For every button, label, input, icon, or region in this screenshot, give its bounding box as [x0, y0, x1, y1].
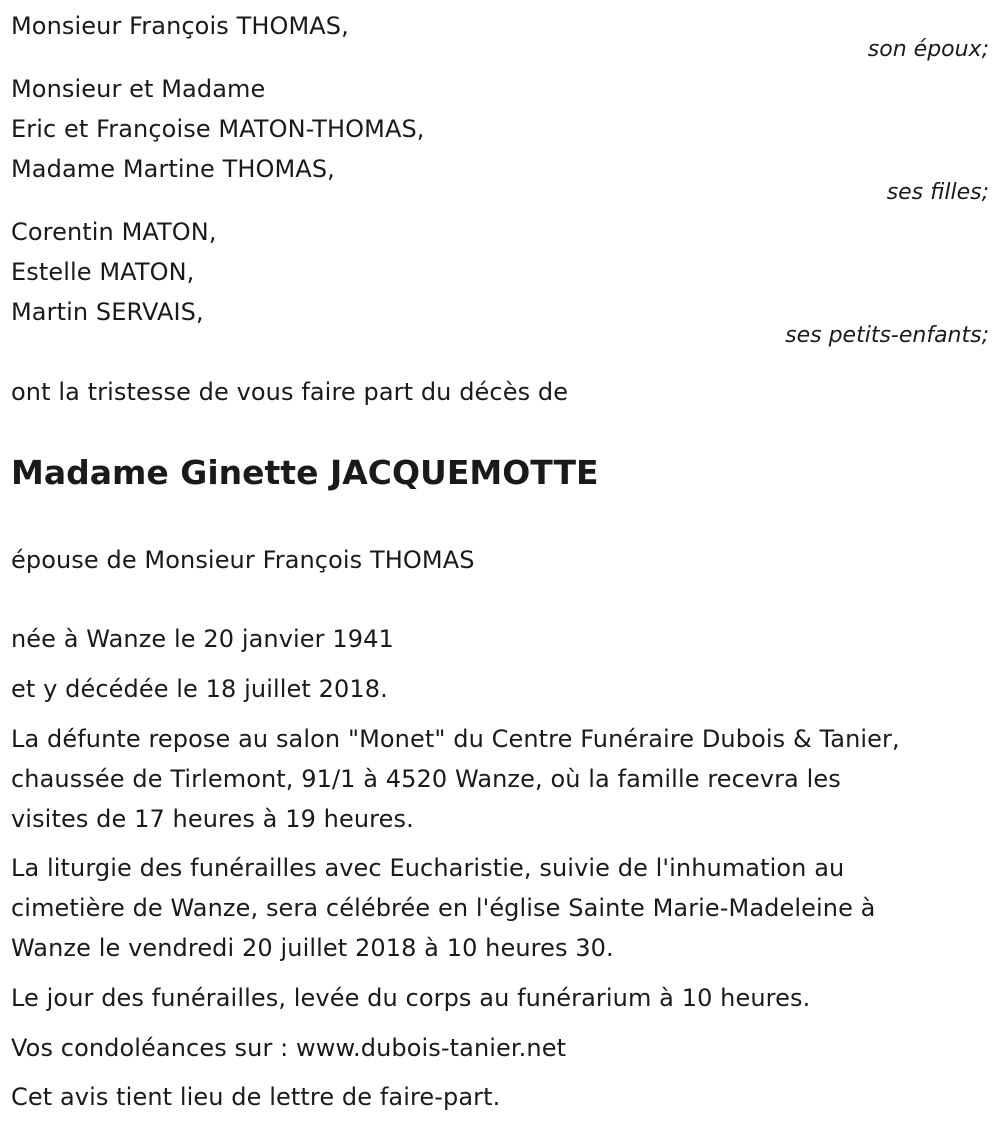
- condolences-text: Vos condoléances sur : www.dubois-tanier.net: [11, 1034, 567, 1062]
- grandchildren-role: ses petits-enfants;: [785, 323, 989, 348]
- viewing-line-1: La défunte repose au salon "Monet" du Centre Funéraire Dubois & Tanier,: [11, 725, 900, 753]
- daughters-line-3: Madame Martine THOMAS,: [11, 155, 335, 183]
- death-text: et y décédée le 18 juillet 2018.: [11, 675, 388, 703]
- spouse-of-text: épouse de Monsieur François THOMAS: [11, 546, 475, 574]
- birth-text: née à Wanze le 20 janvier 1941: [11, 625, 394, 653]
- daughters-role: ses filles;: [886, 180, 989, 205]
- viewing-line-3: visites de 17 heures à 19 heures.: [11, 805, 414, 833]
- funeral-day-text: Le jour des funérailles, levée du corps au funérarium à 10 heures.: [11, 984, 811, 1012]
- liturgy-line-2: cimetière de Wanze, sera célébrée en l'église Sainte Marie-Madeleine à: [11, 894, 876, 922]
- spouse-name: Monsieur François THOMAS,: [11, 12, 349, 40]
- spouse-role: son époux;: [867, 37, 989, 62]
- grandchildren-line-1: Corentin MATON,: [11, 218, 217, 246]
- daughters-line-2: Eric et Françoise MATON-THOMAS,: [11, 115, 425, 143]
- grandchildren-line-3: Martin SERVAIS,: [11, 298, 204, 326]
- notice-text: Cet avis tient lieu de lettre de faire-part.: [11, 1083, 501, 1111]
- liturgy-line-1: La liturgie des funérailles avec Eucharistie, suivie de l'inhumation au: [11, 854, 845, 882]
- viewing-line-2: chaussée de Tirlemont, 91/1 à 4520 Wanze, où la famille recevra les: [11, 765, 841, 793]
- announcement-text: ont la tristesse de vous faire part du décès de: [11, 378, 569, 406]
- daughters-line-1: Monsieur et Madame: [11, 75, 266, 103]
- grandchildren-line-2: Estelle MATON,: [11, 258, 195, 286]
- deceased-name: Madame Ginette JACQUEMOTTE: [11, 453, 599, 492]
- liturgy-line-3: Wanze le vendredi 20 juillet 2018 à 10 heures 30.: [11, 934, 614, 962]
